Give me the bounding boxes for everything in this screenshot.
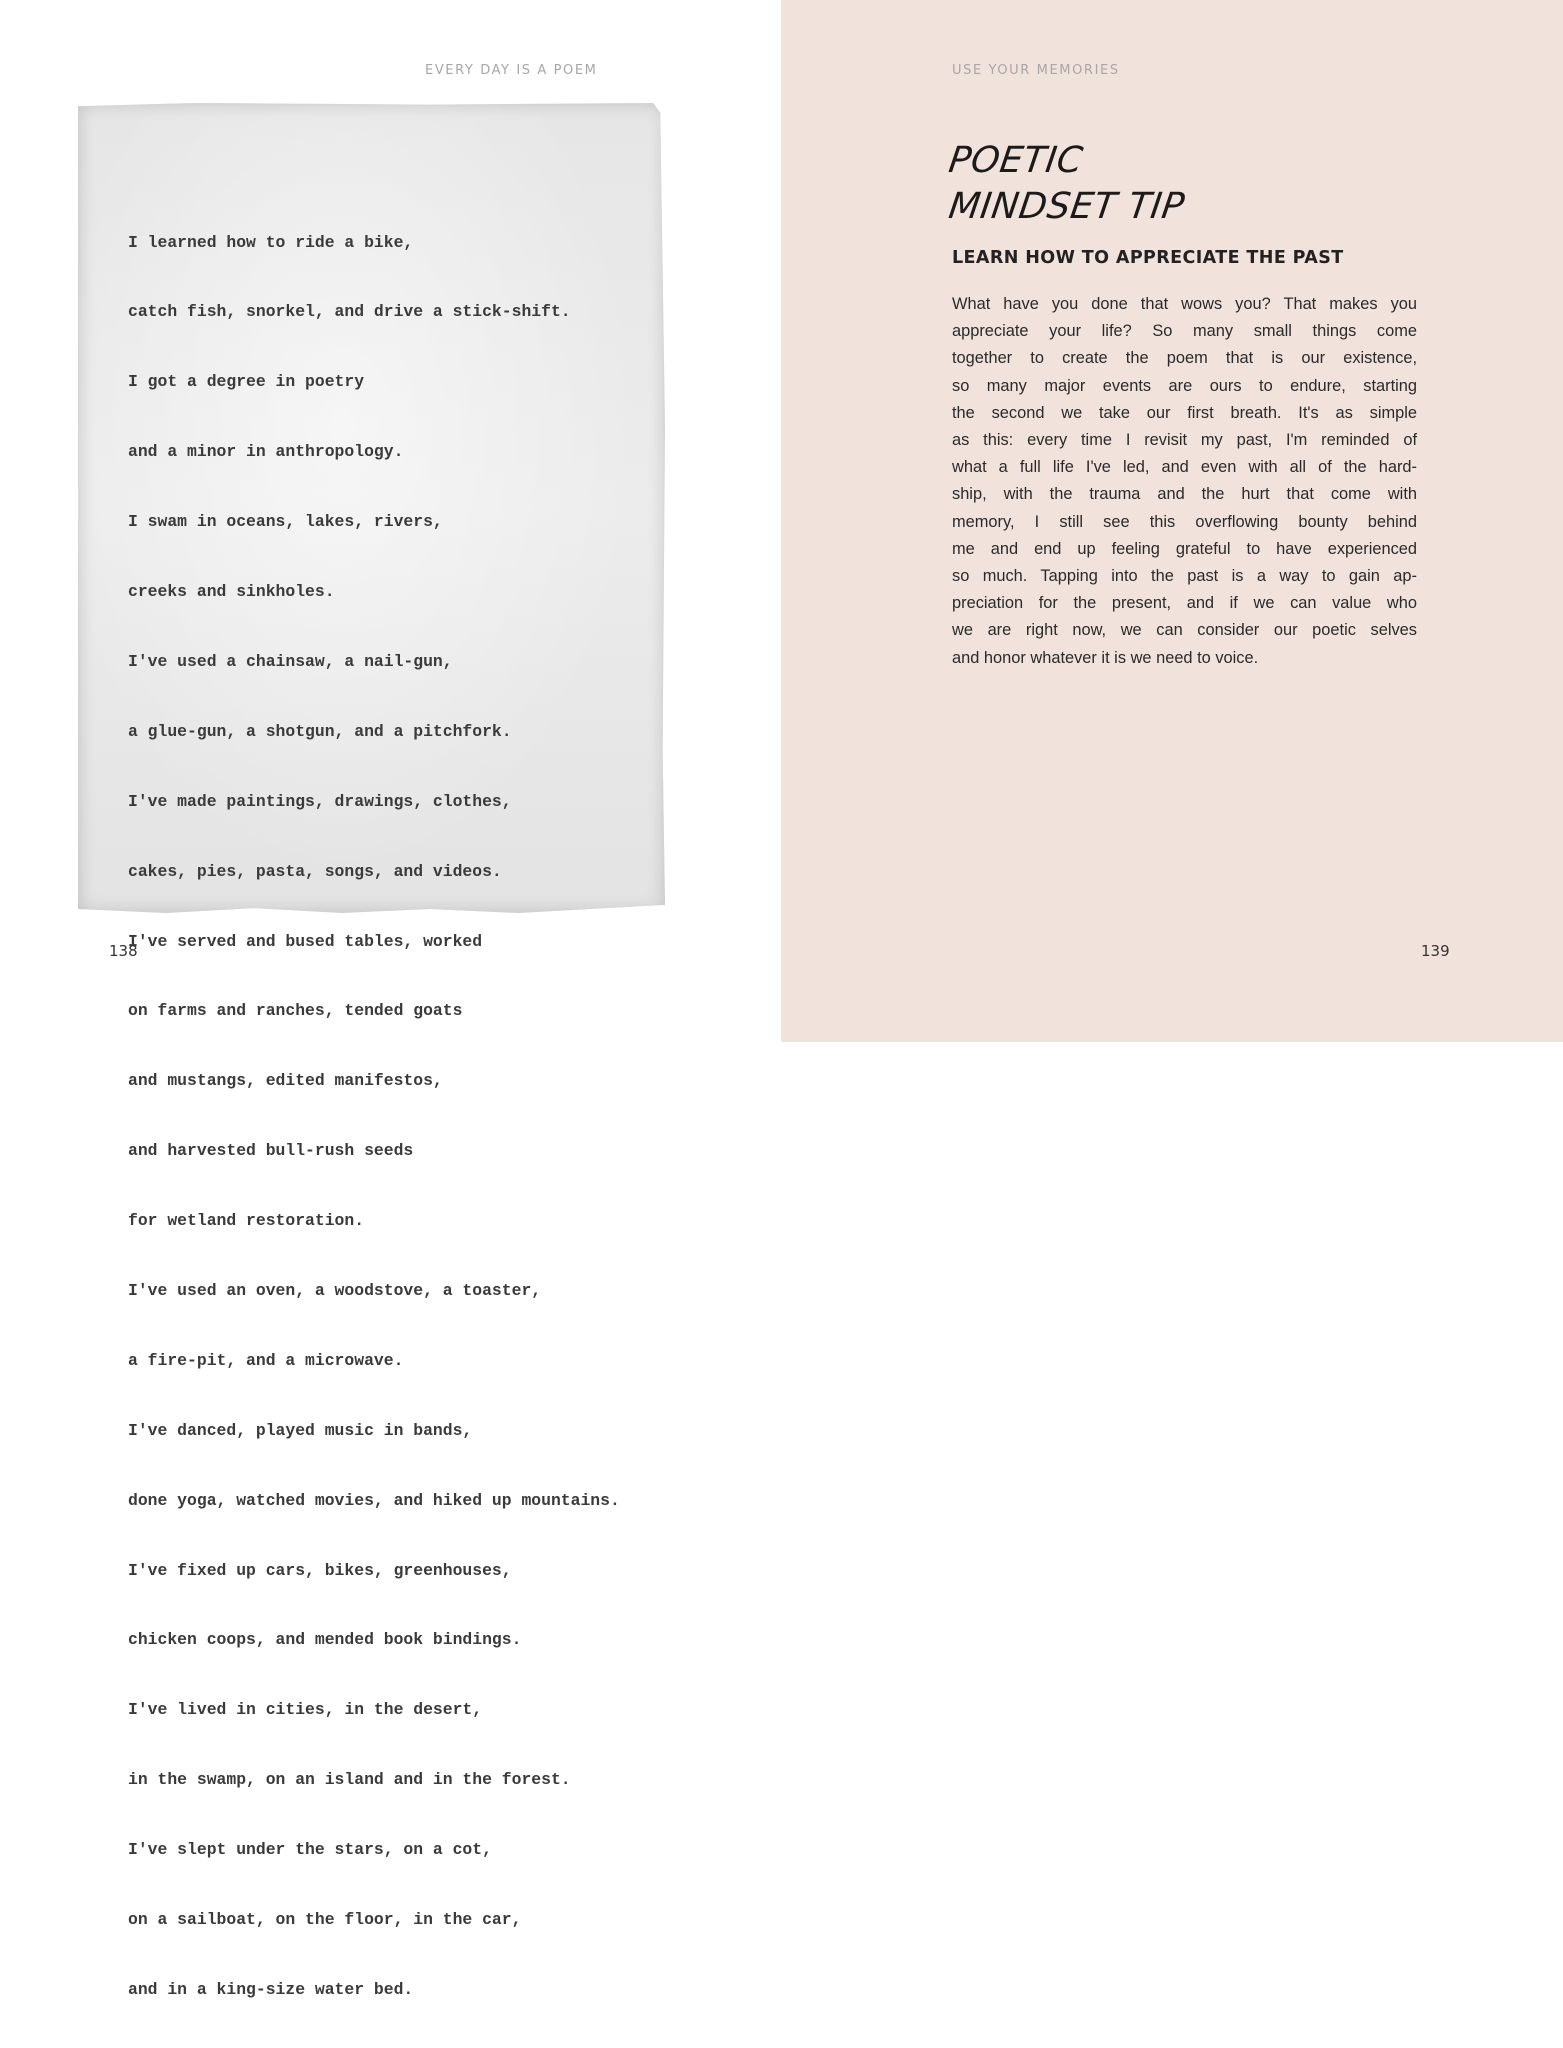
poem-line: and in a king-size water bed. — [128, 1979, 414, 1999]
body-line: the second we take our first breath. It's as simple — [952, 403, 1417, 422]
poem-line: on farms and ranches, tended goats — [128, 1001, 463, 1021]
body-line: and honor whatever it is we need to voice. — [952, 648, 1259, 667]
body-line: so much. Tapping into the past is a way to gain ap- — [952, 567, 1417, 586]
body-line: preciation for the present, and if we can value who — [952, 594, 1417, 613]
tip-title-line: MINDSET TIP — [946, 186, 1188, 227]
left-page — [0, 0, 781, 1999]
poem-line: I've slept under the stars, on a cot, — [128, 1840, 492, 1860]
poem-line: and harvested bull-rush seeds — [128, 1141, 414, 1161]
poem-line: a fire-pit, and a microwave. — [128, 1350, 404, 1370]
right-page — [781, 0, 1563, 1042]
typewritten-poem — [128, 184, 620, 2048]
poem-line: I've fixed up cars, bikes, greenhouses, — [128, 1560, 512, 1580]
poem-line: I got a degree in poetry — [128, 372, 365, 392]
poem-line: for wetland restoration. — [128, 1211, 365, 1231]
body-line: together to create the poem that is our existence, — [952, 349, 1417, 368]
poem-line: and a minor in anthropology. — [128, 442, 404, 462]
poem-line: creeks and sinkholes. — [128, 582, 335, 602]
poem-line: catch fish, snorkel, and drive a stick-shift. — [128, 302, 571, 322]
poem-line: I learned how to ride a bike, — [128, 232, 414, 252]
body-paragraph — [952, 291, 1417, 672]
poem-line: and mustangs, edited manifestos, — [128, 1071, 443, 1091]
poem-line: I've served and bused tables, worked — [128, 931, 483, 951]
body-line: we are right now, we can consider our poetic selves — [952, 621, 1417, 640]
poetic-mindset-tip-title — [946, 138, 1279, 230]
poem-line: cakes, pies, pasta, songs, and videos. — [128, 861, 502, 881]
left-page-number: 138 — [109, 942, 138, 960]
poem-line: I've used a chainsaw, a nail-gun, — [128, 651, 453, 671]
poem-line: I've lived in cities, in the desert, — [128, 1700, 483, 1720]
body-line: appreciate your life? So many small things come — [952, 322, 1417, 341]
body-line: me and end up feeling grateful to have experienced — [952, 539, 1417, 558]
poem-line: I've danced, played music in bands, — [128, 1420, 473, 1440]
left-running-head: EVERY DAY IS A POEM — [425, 63, 598, 78]
tip-title-line: POETIC — [946, 140, 1086, 181]
body-line: ship, with the trauma and the hurt that come with — [952, 485, 1417, 504]
poem-line: I've made paintings, drawings, clothes, — [128, 791, 512, 811]
poem-line: I swam in oceans, lakes, rivers, — [128, 512, 443, 532]
poem-line: done yoga, watched movies, and hiked up mountains. — [128, 1490, 620, 1510]
poem-line: in the swamp, on an island and in the forest. — [128, 1770, 571, 1790]
right-running-head: USE YOUR MEMORIES — [952, 63, 1120, 78]
section-subheading: LEARN HOW TO APPRECIATE THE PAST — [952, 248, 1344, 268]
right-page-number: 139 — [1421, 942, 1450, 960]
body-line: What have you done that wows you? That makes you — [952, 295, 1417, 313]
body-line: memory, I still see this overflowing bounty behind — [952, 512, 1417, 531]
poem-line: on a sailboat, on the floor, in the car, — [128, 1909, 522, 1929]
poem-line: a glue-gun, a shotgun, and a pitchfork. — [128, 721, 512, 741]
body-line: so many major events are ours to endure, starting — [952, 376, 1417, 395]
body-line: what a full life I've led, and even with all of the hard- — [952, 458, 1417, 477]
body-line: as this: every time I revisit my past, I'm reminded of — [952, 431, 1417, 450]
poem-line: I've used an oven, a woodstove, a toaster, — [128, 1280, 542, 1300]
poem-line: chicken coops, and mended book bindings. — [128, 1630, 522, 1650]
